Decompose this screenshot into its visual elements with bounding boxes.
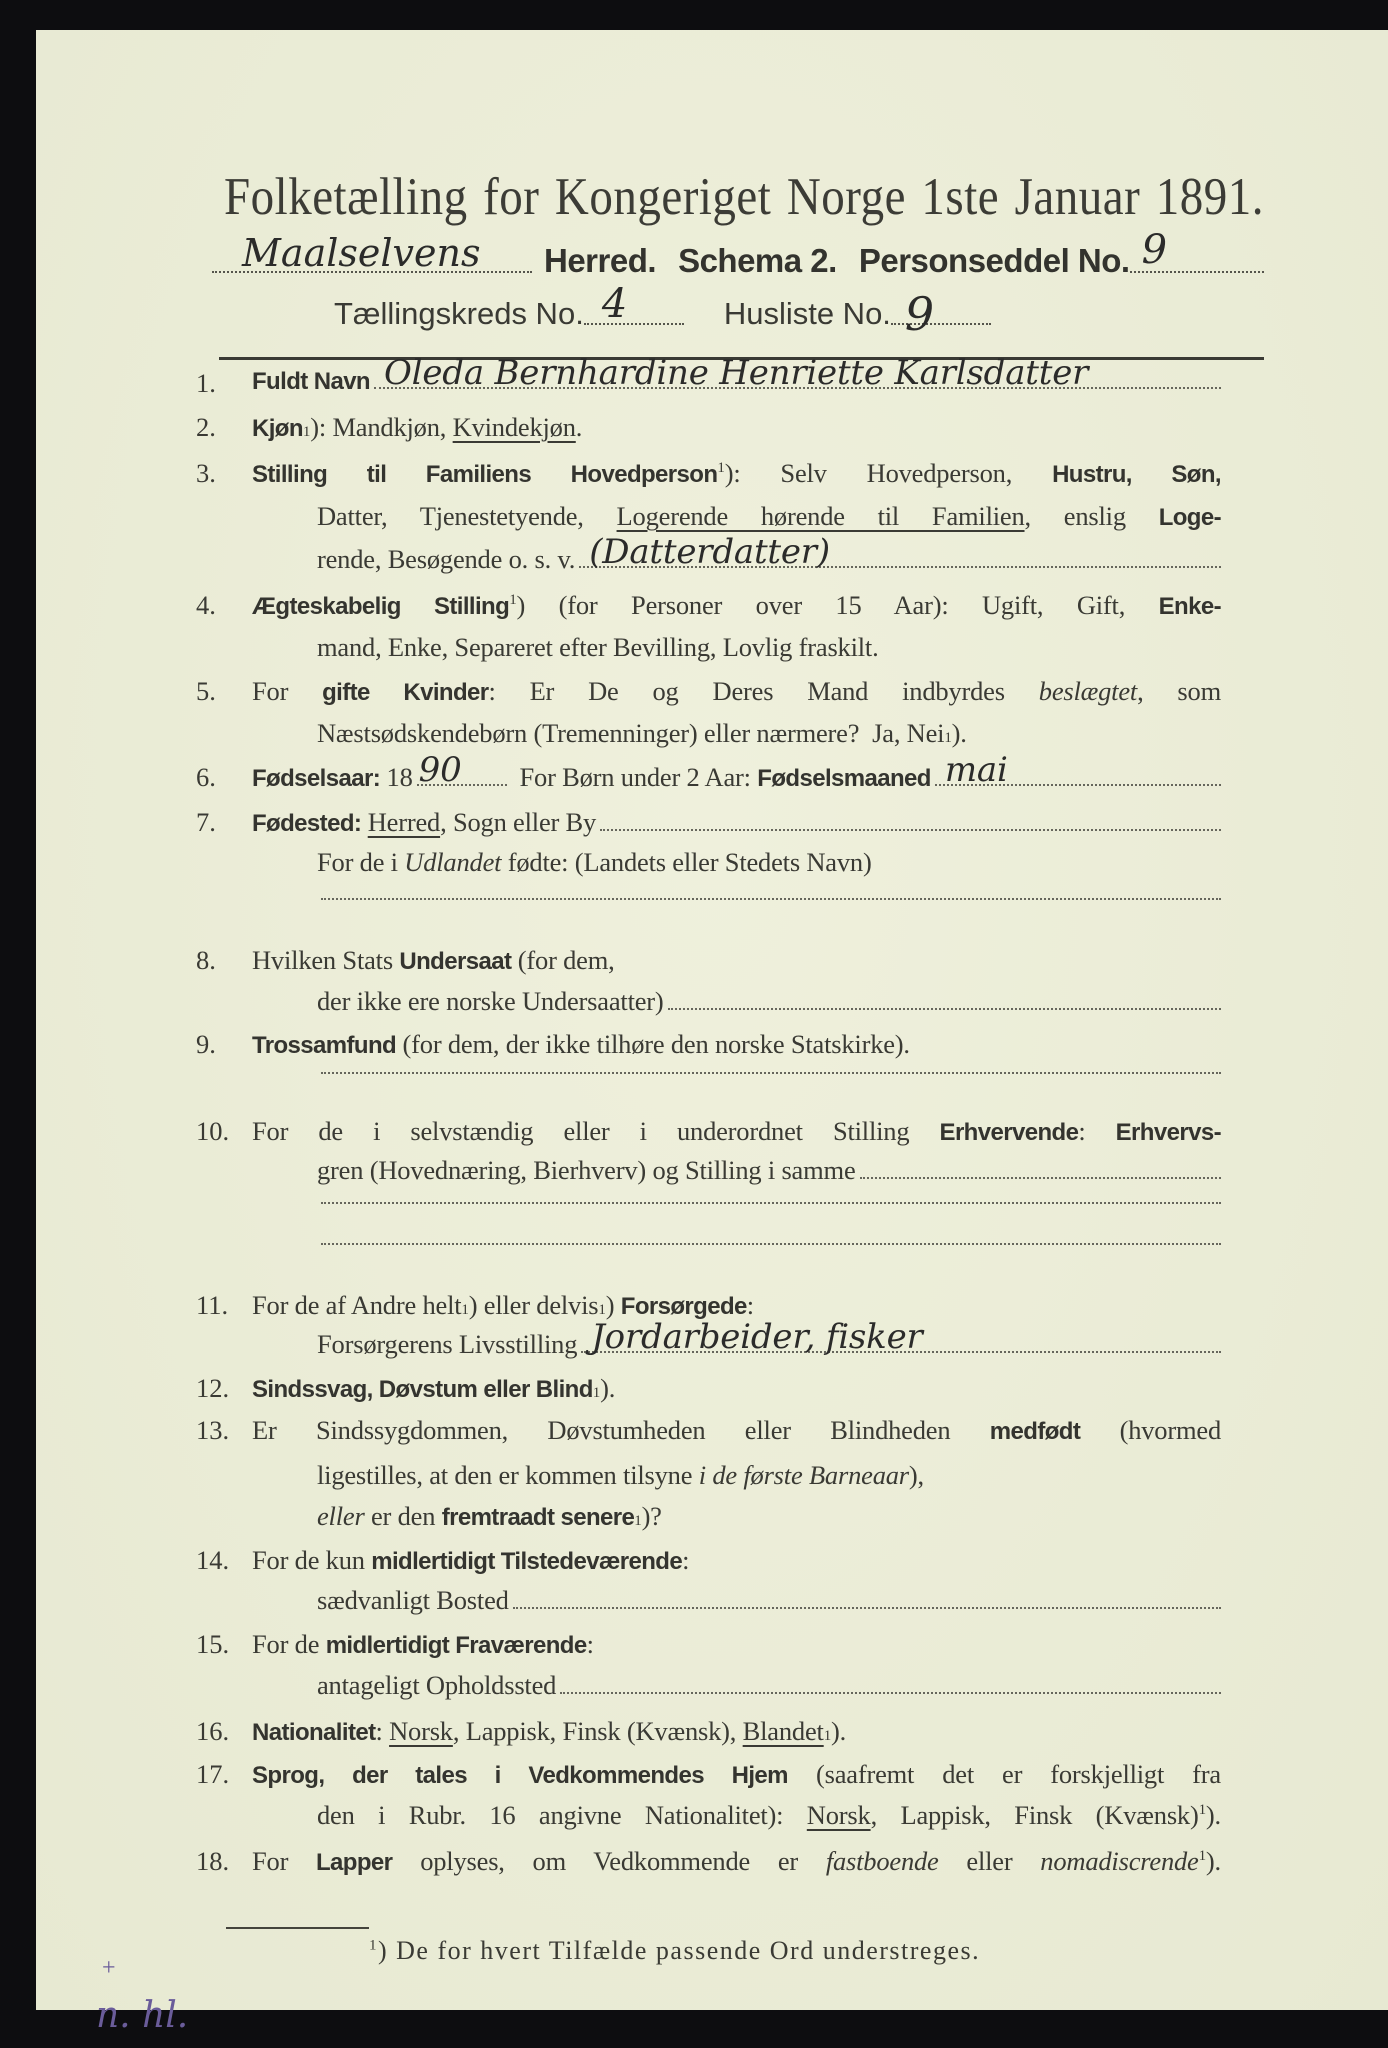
field-label: Kjøn	[252, 415, 303, 442]
answer-field[interactable]	[513, 1607, 1221, 1609]
answer-field[interactable]	[321, 1202, 1221, 1204]
field-label: gifte Kvinder	[322, 679, 489, 706]
question-line	[317, 847, 1221, 878]
census-form-page	[36, 30, 1388, 2036]
question-line	[252, 750, 1221, 793]
question-line	[252, 1629, 1221, 1660]
answer-field[interactable]	[417, 750, 507, 790]
form-text: ),	[908, 1460, 924, 1490]
form-text: , enslig	[1024, 501, 1159, 531]
form-text: :	[586, 1629, 594, 1659]
field-label: Hustru, Søn,	[1052, 461, 1221, 488]
form-text: Er Sindssygdommen, Døvstumheden eller Blindheden	[252, 1415, 990, 1445]
form-text: For de	[252, 1629, 326, 1659]
footnote-ref: 1	[509, 592, 517, 609]
underlined-option: Logerende hørende til Familien	[616, 501, 1025, 531]
question-line	[317, 1670, 1221, 1701]
field-label: Fødselsaar:	[252, 765, 381, 792]
personseddel-value: 9	[1141, 227, 1168, 273]
question-number: 7.	[196, 807, 216, 837]
form-text: ligestilles, at den er kommen tilsyne	[317, 1460, 699, 1490]
form-text: ): Selv Hovedperson,	[724, 458, 1053, 488]
question-line	[252, 807, 1221, 838]
field-label: Enke-	[1158, 593, 1221, 620]
answer-field[interactable]	[321, 1243, 1221, 1245]
footnote-ref: 1	[717, 460, 725, 477]
field-label: Stilling til Familiens Hovedperson	[252, 461, 718, 488]
question-number: 1.	[196, 368, 216, 398]
question-number: 12.	[196, 1373, 230, 1403]
answer-field[interactable]	[860, 1177, 1221, 1179]
footnote-ref: 1	[1198, 1802, 1206, 1819]
question-line	[252, 676, 1221, 707]
form-text: der ikke ere norske Undersaatter)	[317, 986, 664, 1016]
answer-field[interactable]	[935, 750, 1221, 790]
handwritten-answer: Jordarbeider, fisker	[591, 1317, 923, 1357]
question-number: 5.	[196, 676, 216, 706]
form-text: ).	[1205, 1846, 1221, 1876]
personseddel-field	[1130, 227, 1264, 273]
footnote: $^1$) De for hvert Tilfælde passende Ord understreges.	[369, 1936, 981, 1965]
margin-mark: +	[102, 1955, 116, 1981]
herred-label: Herred.	[544, 242, 657, 279]
question-number: 16.	[196, 1716, 230, 1746]
field-label: Loge-	[1158, 504, 1222, 531]
question-line	[252, 458, 1221, 489]
question-number: 6.	[196, 762, 216, 792]
question-line	[252, 1846, 1221, 1877]
field-label: Sindssvag, Døvstum eller Blind	[252, 1376, 593, 1403]
kreds-value: 4	[601, 281, 628, 327]
herred-line	[212, 227, 1264, 280]
kreds-line	[334, 281, 991, 341]
question-line	[252, 1545, 1221, 1576]
kreds-label: Tællingskreds No.	[334, 296, 584, 331]
question-line	[317, 1072, 1221, 1081]
form-text: Hvilken Stats	[252, 945, 400, 975]
form-text: nomadiscrende	[1040, 1846, 1199, 1876]
husliste-label: Husliste No.	[723, 296, 891, 331]
question-line	[317, 1800, 1221, 1831]
field-label: Nationalitet	[252, 1719, 376, 1746]
field-label: midlertidigt Fraværende	[325, 1632, 587, 1659]
question-line: Nationalitet : Norsk , Lappisk, Finsk (Kvænsk), Blandet 1 ).	[252, 1716, 847, 1746]
question-line	[252, 353, 1221, 396]
question-line	[317, 1460, 1221, 1491]
form-text: er den	[364, 1501, 442, 1531]
form-text: fastboende	[825, 1846, 939, 1876]
underlined-option: Blandet	[742, 1716, 824, 1746]
field-label: Lapper	[316, 1849, 393, 1876]
field-label: Fuldt Navn	[252, 368, 370, 395]
question-number: 13.	[196, 1415, 230, 1445]
field-label: Ægteskabelig Stilling	[252, 593, 510, 620]
question-line	[317, 1202, 1221, 1211]
field-label: Forsørgede	[620, 1293, 747, 1320]
field-label: Sprog, der tales i Vedkommendes Hjem	[252, 1762, 788, 1789]
question-line	[252, 590, 1221, 621]
form-text: )	[605, 1290, 621, 1320]
form-text: :	[1078, 1116, 1116, 1146]
form-text: :	[682, 1545, 690, 1575]
question-number: 2.	[196, 412, 216, 442]
question-number: 11.	[196, 1290, 229, 1320]
question-line	[252, 1029, 1221, 1060]
form-text: )?	[641, 1501, 662, 1531]
question-number: 10.	[196, 1116, 230, 1146]
herred-field	[212, 231, 532, 275]
question-line	[317, 1585, 1221, 1616]
answer-field[interactable]	[374, 353, 1221, 393]
form-text: Forsørgerens Livsstilling	[317, 1329, 578, 1359]
question-line: Kjøn 1 ): Mandkjøn, Kvindekjøn .	[252, 412, 583, 442]
form-text: :	[746, 1290, 754, 1320]
question-line	[317, 898, 1221, 907]
form-text: oplyses, om Vedkommende er	[392, 1846, 826, 1876]
form-text: Datter, Tjenestetyende,	[317, 501, 617, 531]
form-text: ).	[831, 1716, 847, 1746]
form-text: eller	[938, 1846, 1041, 1876]
question-number: 4.	[196, 590, 216, 620]
form-text: (saafremt det er forskjelligt fra	[787, 1759, 1221, 1789]
answer-field[interactable]	[560, 1692, 1221, 1694]
form-text: ).	[951, 718, 967, 748]
form-text: gren (Hovednæring, Bierhverv) og Stilling i samme	[317, 1155, 856, 1185]
form-text: Udlandet	[404, 847, 502, 877]
question-number: 8.	[196, 945, 216, 975]
herred-value: Maalselvens	[242, 231, 481, 275]
answer-field[interactable]	[668, 1008, 1221, 1010]
field-label: Fødselsmaaned	[757, 765, 931, 792]
form-text: , Lappisk, Finsk (Kvænsk)	[870, 1800, 1199, 1830]
form-text: fødte: (Landets eller Stedets Navn)	[501, 847, 872, 877]
footnote-ref: 1	[1198, 1848, 1206, 1865]
form-text: (hvormed	[1080, 1415, 1221, 1445]
form-text: mand, Enke, Separeret efter Bevilling, Lovlig fraskilt.	[317, 632, 879, 662]
husliste-field	[891, 287, 991, 341]
question-number: 18.	[196, 1846, 230, 1876]
question-number: 17.	[196, 1759, 230, 1789]
form-text: Næstsødskendebørn (Tremenninger) eller nærmere? Ja, Nei	[317, 718, 945, 748]
schema-label: Schema 2.	[678, 242, 837, 279]
personseddel-label: Personseddel No.	[858, 242, 1130, 279]
form-text: i de første Barneaar	[698, 1460, 909, 1490]
answer-field[interactable]	[321, 898, 1221, 900]
form-text: :	[375, 1716, 390, 1746]
footnote-rule	[226, 1927, 369, 1929]
field-label: Erhvervs-	[1115, 1119, 1221, 1146]
form-text: For de kun	[252, 1545, 372, 1575]
form-text: For de i	[317, 847, 405, 877]
field-label: fremtraadt senere	[441, 1504, 635, 1531]
question-line	[252, 1759, 1221, 1790]
answer-field[interactable]	[321, 1072, 1221, 1074]
form-text: , Lappisk, Finsk (Kvænsk),	[452, 1716, 743, 1746]
question-line: Sindssvag, Døvstum eller Blind 1 ).	[252, 1373, 616, 1403]
form-title: Folketælling for Kongeriget Norge 1ste Januar 1891.	[224, 167, 1264, 227]
form-text: ) (for Personer over 15 Aar): Ugift, Gift,	[516, 590, 1159, 620]
husliste-value: 9	[904, 287, 935, 341]
field-label: Trossamfund	[252, 1032, 397, 1059]
field-label: midlertidigt Tilstedeværende	[371, 1548, 683, 1575]
question-line	[317, 986, 1221, 1017]
underlined-option: Norsk	[389, 1716, 453, 1746]
form-text: antageligt Opholdssted	[317, 1670, 557, 1700]
form-text: , Sogn eller By	[440, 807, 597, 837]
form-text: rende, Besøgende o. s. v.	[317, 544, 576, 574]
form-text: For	[252, 1846, 316, 1876]
form-text: For Børn under 2 Aar:	[506, 762, 758, 792]
question-line	[317, 1155, 1221, 1186]
question-line	[317, 1317, 1221, 1360]
form-text: 18	[380, 762, 413, 792]
handwritten-answer: Oleda Bernhardine Henriette Karlsdatter	[384, 353, 1089, 393]
form-text: ) eller delvis	[468, 1290, 599, 1320]
form-text: beslægtet	[1038, 676, 1138, 706]
form-text: , som	[1137, 676, 1221, 706]
kreds-field	[584, 281, 684, 327]
handwritten-answer: (Datterdatter)	[589, 532, 830, 572]
form-text: For	[252, 676, 323, 706]
field-label: Undersaat	[399, 948, 512, 975]
answer-field[interactable]	[581, 1317, 1221, 1357]
question-line	[317, 632, 1221, 663]
question-number: 3.	[196, 458, 216, 488]
answer-field[interactable]	[600, 829, 1221, 831]
field-label: medfødt	[989, 1418, 1081, 1445]
handwritten-answer: mai	[944, 750, 1008, 790]
question-number: 14.	[196, 1545, 230, 1575]
question-line	[317, 501, 1221, 532]
field-label: Fødested:	[252, 810, 362, 837]
form-text: ): Mandkjøn,	[310, 412, 453, 442]
question-line	[252, 945, 1221, 976]
answer-field[interactable]	[579, 532, 1221, 572]
question-line: For de af Andre helt 1 ) eller delvis 1 ) Forsørgede :	[252, 1290, 754, 1320]
question-line: Næstsødskendebørn (Tremenninger) eller nærmere? Ja, Nei 1 ).	[317, 718, 967, 748]
margin-note: n. hl.	[96, 1995, 189, 2036]
form-text: (for dem,	[511, 945, 615, 975]
form-text: ).	[1205, 1800, 1221, 1830]
form-text: ).	[600, 1373, 616, 1403]
question-line: eller er den fremtraadt senere 1 )?	[317, 1501, 662, 1531]
underlined-option: Norsk	[806, 1800, 871, 1830]
question-line	[317, 1243, 1221, 1252]
form-text: sædvanligt Bosted	[317, 1585, 509, 1615]
question-number: 9.	[196, 1029, 216, 1059]
question-line	[317, 532, 1221, 575]
underlined-option: Herred	[367, 807, 441, 837]
field-label: Erhvervende	[939, 1119, 1079, 1146]
underlined-option: Kvindekjøn	[452, 412, 576, 442]
form-text: eller	[317, 1501, 365, 1531]
form-text: For de af Andre helt	[252, 1290, 462, 1320]
question-line	[252, 1116, 1221, 1147]
question-line	[252, 1415, 1221, 1446]
form-text: : Er De og Deres Mand indbyrdes	[488, 676, 1039, 706]
form-text: (for dem, der ikke tilhøre den norske Statskirke).	[396, 1029, 910, 1059]
form-text: .	[575, 412, 583, 442]
form-text: den i Rubr. 16 angivne Nationalitet):	[317, 1800, 807, 1830]
question-number: 15.	[196, 1629, 230, 1659]
handwritten-answer: 90	[418, 750, 462, 790]
form-text: For de i selvstændig eller i underordnet Stilling	[252, 1116, 940, 1146]
